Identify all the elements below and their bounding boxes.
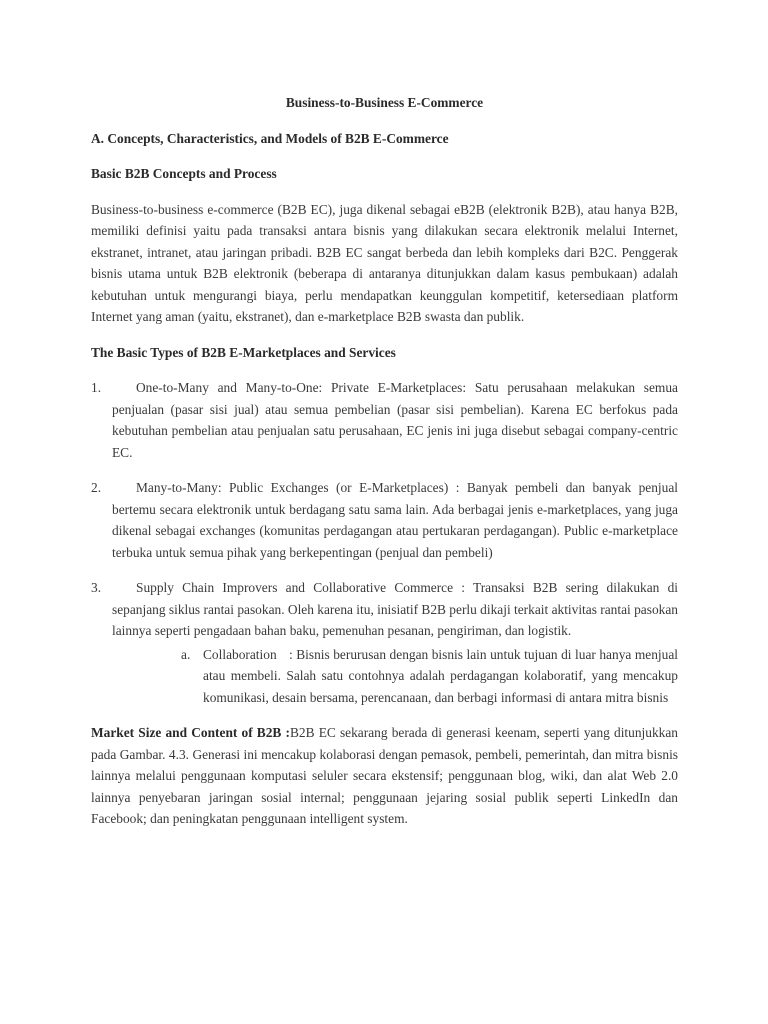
sub-item-collaboration [181,644,678,709]
document-page [91,92,678,844]
list-item-text: Many-to-Many: Public Exchanges (or E-Marketplaces) : Banyak pembeli dan banyak penjual bertemu secara elektronik untuk berdagang satu sama lain. Ada berbagai jenis e-marketplaces, yang juga dikenal sebagai exchanges (komunitas perdagangan atau pertukaran perdagangan). Public e-marketplace terbuka untuk semua pihak yang berkepentingan (penjual dan pembeli) [112,480,678,560]
list-number: 2. [91,480,102,495]
list-item-1 [91,377,678,463]
list-item-3 [91,577,678,642]
list-item-2 [91,477,678,563]
sub-item-label: Collaboration [203,646,277,662]
subheading-concepts: Basic B2B Concepts and Process [91,166,277,181]
intro-paragraph: Business-to-business e-commerce (B2B EC), juga dikenal sebagai eB2B (elektronik B2B), atau hanya B2B, memiliki definisi yaitu pada transaksi antara bisnis yang dilakukan secara elektronik melalui Internet, ekstranet, intranet, atau jaringan pribadi. B2B EC sangat berbeda dan lebih kompleks dari B2C. Penggerak bisnis utama untuk B2B elektronik (beberapa di antaranya ditunjukkan dalam kasus pembukaan) adalah kebutuhan untuk mengurangi biaya, perlu mendapatkan keunggulan kompetitif, ketersediaan platform Internet yang aman (yaitu, ekstranet), dan e-marketplace B2B swasta dan publik. [91,201,678,324]
sub-item-letter: a. [181,646,191,662]
list-number: 3. [91,580,102,595]
list-item-text: Supply Chain Improvers and Collaborative Commerce : Transaksi B2B sering dilakukan di sepanjang siklus rantai pasokan. Oleh karena itu, inisiatif B2B perlu dikaji terkait aktivitas rantai pasokan lainnya seperti pengadaan bahan baku, pemenuhan pesanan, pengiriman, dan logistik. [112,580,678,638]
sub-item-text: : Bisnis berurusan dengan bisnis lain untuk tujuan di luar hanya menjual atau membeli. Salah satu contohnya adalah perdagangan kolaboratif, yang mencakup komunikasi, desain bersama, perencanaan, dan berbagi informasi di antara mitra bisnis [203,646,678,705]
list-number: 1. [91,380,102,395]
list-item-text: One-to-Many and Many-to-One: Private E-Marketplaces: Satu perusahaan melakukan semua penjualan (pasar sisi jual) atau semua pembelian (pasar sisi pembelian). Karena EC berfokus pada kebutuhan pembelian atau penjualan satu perusahaan, EC jenis ini juga disebut sebagai company-centric EC. [112,380,678,460]
subheading-types: The Basic Types of B2B E-Marketplaces and Services [91,344,396,360]
section-heading-a: A. Concepts, Characteristics, and Models of B2B E-Commerce [91,130,449,146]
document-title: Business-to-Business E-Commerce [285,95,484,110]
market-size-text: B2B EC sekarang berada di generasi keenam, seperti yang ditunjukkan pada Gambar. 4.3. Generasi ini mencakup kolaborasi dengan pemasok, pembeli, pemerintah, dan mitra bisnis lainnya melalui penggunaan komputasi seluler secara ekstensif; penggunaan blog, wiki, dan alat Web 2.0 lainnya penyebaran jaringan sosial internal; penggunaan jejaring sosial publik seperti LinkedIn dan Facebook; dan peningkatan penggunaan intelligent system. [91,725,678,826]
market-size-label: Market Size and Content of B2B : [91,725,290,740]
market-size-paragraph [91,722,678,830]
